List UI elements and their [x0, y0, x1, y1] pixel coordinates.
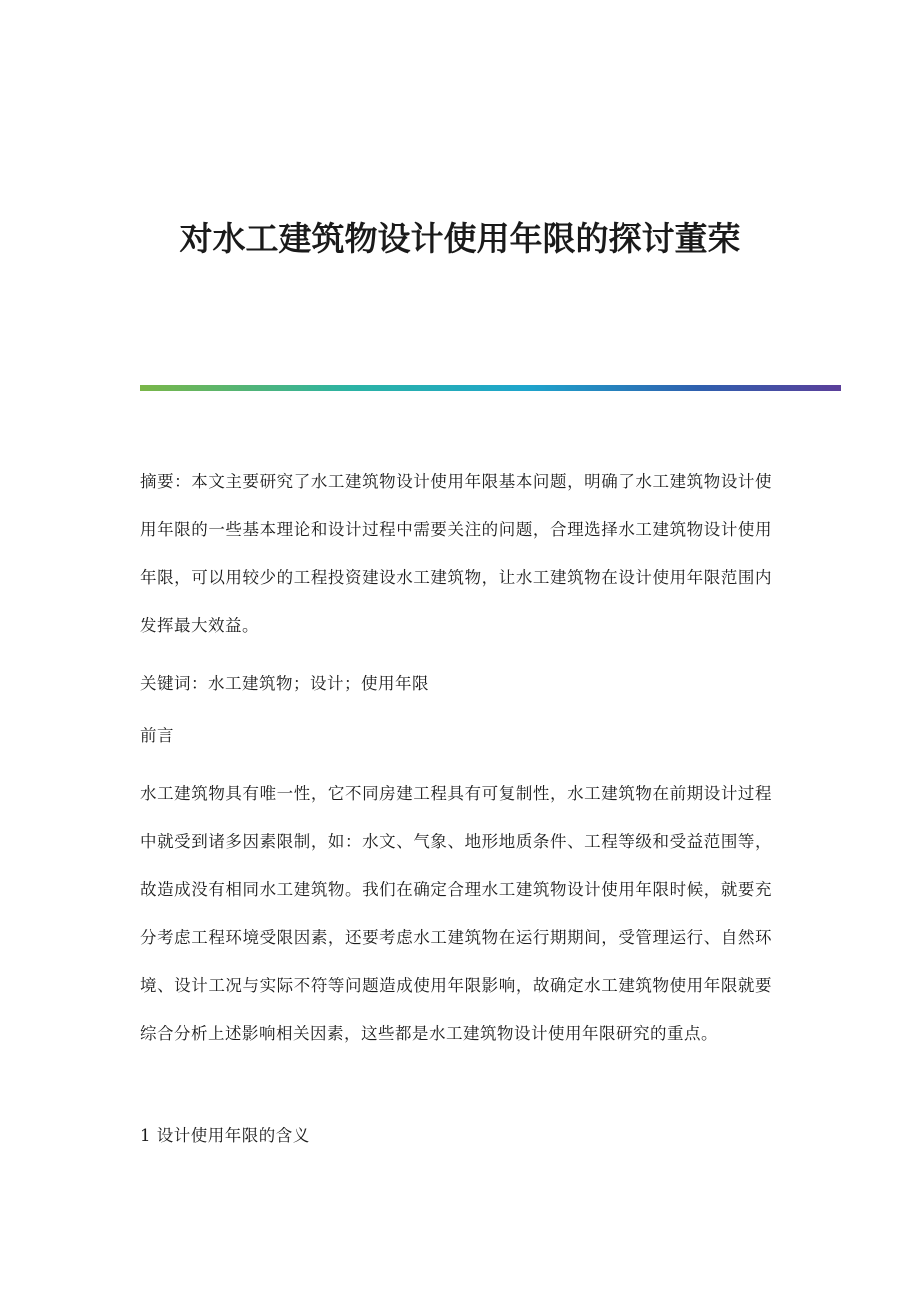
intro-paragraph: 水工建筑物具有唯一性，它不同房建工程具有可复制性，水工建筑物在前期设计过程中就受到诸多因素限制，如：水文、气象、地形地质条件、工程等级和受益范围等，故造成没有相同水工建筑物。我们在确定合理水工建筑物设计使用年限时候，就要充分考虑工程环境受限因素，还要考虑水工建筑物在运行期期间，受管理运行、自然环境、设计工况与实际不符等问题造成使用年限影响，故确定水工建筑物使用年限就要综合分析上述影响相关因素，这些都是水工建筑物设计使用年限研究的重点。 [140, 784, 772, 1043]
keywords-line: 关键词：水工建筑物；设计；使用年限 [140, 674, 429, 693]
section-1-heading: 1 设计使用年限的含义 [140, 1126, 310, 1145]
preface-heading: 前言 [140, 726, 174, 745]
abstract-paragraph: 摘要：本文主要研究了水工建筑物设计使用年限基本问题，明确了水工建筑物设计使用年限的一些基本理论和设计过程中需要关注的问题，合理选择水工建筑物设计使用年限，可以用较少的工程投资建设水工建筑物，让水工建筑物在设计使用年限范围内发挥最大效益。 [140, 472, 772, 635]
document-title: 对水工建筑物设计使用年限的探讨董荣 [179, 219, 741, 258]
title-divider [140, 385, 841, 391]
